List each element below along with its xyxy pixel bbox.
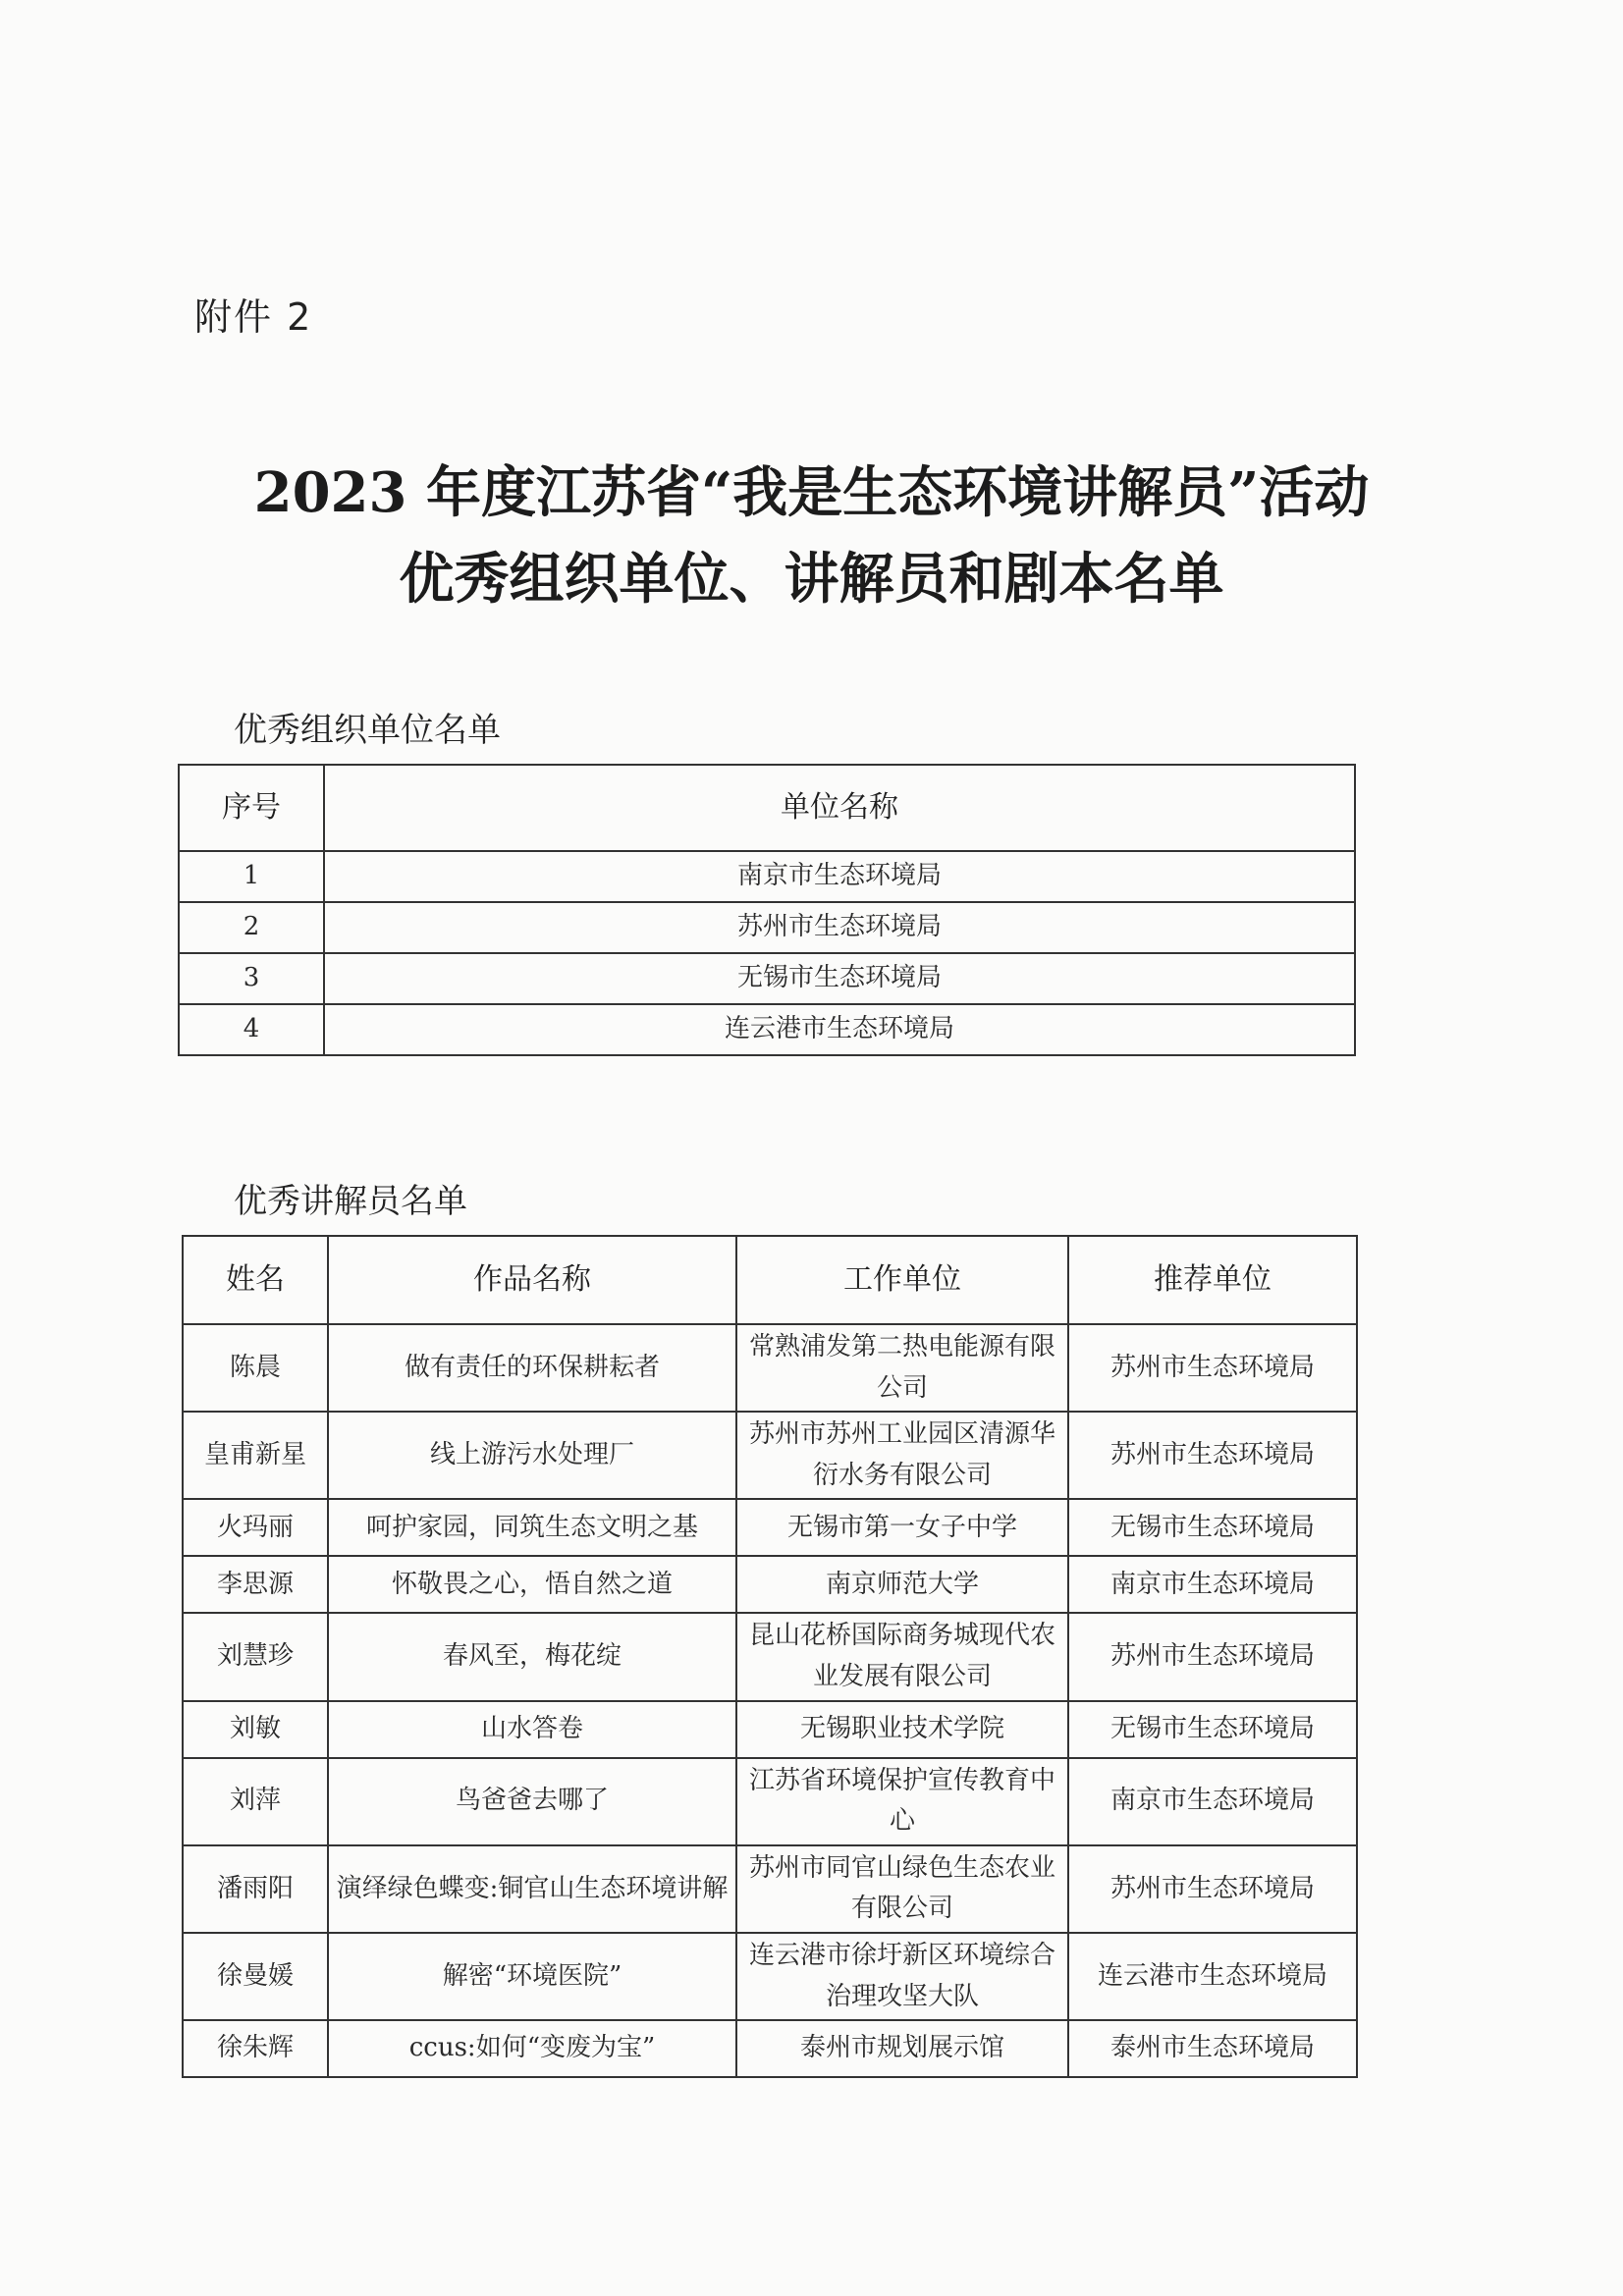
- org-cell-no: 1: [179, 851, 324, 902]
- speaker-cell-recommender: 南京市生态环境局: [1068, 1556, 1357, 1613]
- org-cell-no: 3: [179, 953, 324, 1004]
- speaker-cell-recommender: 连云港市生态环境局: [1068, 1933, 1357, 2020]
- org-table: [178, 764, 1356, 1056]
- speaker-cell-name: 刘萍: [183, 1758, 328, 1845]
- speaker-cell-work: 春风至，梅花绽: [328, 1613, 736, 1700]
- speaker-cell-employer: 无锡市第一女子中学: [736, 1499, 1068, 1556]
- speaker-cell-name: 李思源: [183, 1556, 328, 1613]
- speaker-cell-employer: 昆山花桥国际商务城现代农业发展有限公司: [736, 1613, 1068, 1700]
- speaker-cell-work: 山水答卷: [328, 1701, 736, 1758]
- speaker-cell-work: 线上游污水处理厂: [328, 1412, 736, 1499]
- speaker-cell-name: 潘雨阳: [183, 1845, 328, 1933]
- speaker-cell-employer: 苏州市同官山绿色生态农业有限公司: [736, 1845, 1068, 1933]
- table-row: [183, 1324, 1357, 1412]
- speaker-cell-name: 徐朱辉: [183, 2020, 328, 2077]
- table-row: [183, 1933, 1357, 2020]
- speaker-cell-work: 做有责任的环保耕耘者: [328, 1324, 736, 1412]
- speaker-col-header-recommender: 推荐单位: [1068, 1236, 1357, 1324]
- table-row: [183, 1758, 1357, 1845]
- org-table-header-row: [179, 765, 1355, 851]
- table-row: [179, 902, 1355, 953]
- table-row: [183, 1556, 1357, 1613]
- org-cell-no: 2: [179, 902, 324, 953]
- speaker-col-header-employer: 工作单位: [736, 1236, 1068, 1324]
- document-title-line-2: 优秀组织单位、讲解员和剧本名单: [399, 547, 1224, 612]
- speaker-cell-name: 徐曼媛: [183, 1933, 328, 2020]
- speaker-cell-employer: 江苏省环境保护宣传教育中心: [736, 1758, 1068, 1845]
- speaker-cell-employer: 无锡职业技术学院: [736, 1701, 1068, 1758]
- table-row: [183, 1701, 1357, 1758]
- org-cell-no: 4: [179, 1004, 324, 1055]
- speaker-cell-employer: 南京师范大学: [736, 1556, 1068, 1613]
- document-title-line-1: 2023 年度江苏省“我是生态环境讲解员”活动: [253, 460, 1370, 525]
- speaker-col-header-name: 姓名: [183, 1236, 328, 1324]
- table-row: [183, 2020, 1357, 2077]
- speaker-cell-recommender: 苏州市生态环境局: [1068, 1324, 1357, 1412]
- table-row: [183, 1412, 1357, 1499]
- speaker-cell-work: 怀敬畏之心，悟自然之道: [328, 1556, 736, 1613]
- speaker-cell-name: 皇甫新星: [183, 1412, 328, 1499]
- speaker-cell-recommender: 苏州市生态环境局: [1068, 1613, 1357, 1700]
- org-section-heading: 优秀组织单位名单: [234, 711, 501, 750]
- speaker-cell-employer: 泰州市规划展示馆: [736, 2020, 1068, 2077]
- table-row: [179, 953, 1355, 1004]
- speaker-cell-employer: 常熟浦发第二热电能源有限公司: [736, 1324, 1068, 1412]
- org-col-header-name: 单位名称: [324, 765, 1355, 851]
- speaker-cell-recommender: 无锡市生态环境局: [1068, 1499, 1357, 1556]
- org-cell-name: 连云港市生态环境局: [324, 1004, 1355, 1055]
- org-cell-name: 苏州市生态环境局: [324, 902, 1355, 953]
- speaker-cell-recommender: 苏州市生态环境局: [1068, 1412, 1357, 1499]
- table-row: [179, 851, 1355, 902]
- speaker-cell-name: 刘慧珍: [183, 1613, 328, 1700]
- speaker-cell-name: 火玛丽: [183, 1499, 328, 1556]
- table-row: [183, 1499, 1357, 1556]
- speaker-cell-employer: 连云港市徐圩新区环境综合治理攻坚大队: [736, 1933, 1068, 2020]
- speaker-cell-name: 刘敏: [183, 1701, 328, 1758]
- attachment-label: 附件 2: [194, 295, 313, 339]
- org-cell-name: 南京市生态环境局: [324, 851, 1355, 902]
- speaker-cell-recommender: 无锡市生态环境局: [1068, 1701, 1357, 1758]
- speaker-col-header-work: 作品名称: [328, 1236, 736, 1324]
- speaker-cell-work: 鸟爸爸去哪了: [328, 1758, 736, 1845]
- speaker-cell-work: 呵护家园，同筑生态文明之基: [328, 1499, 736, 1556]
- speaker-section-heading: 优秀讲解员名单: [234, 1182, 467, 1221]
- speaker-cell-recommender: 苏州市生态环境局: [1068, 1845, 1357, 1933]
- speaker-cell-employer: 苏州市苏州工业园区清源华衍水务有限公司: [736, 1412, 1068, 1499]
- table-row: [179, 1004, 1355, 1055]
- speaker-table-header-row: [183, 1236, 1357, 1324]
- table-row: [183, 1613, 1357, 1700]
- speaker-cell-name: 陈晨: [183, 1324, 328, 1412]
- org-cell-name: 无锡市生态环境局: [324, 953, 1355, 1004]
- speaker-cell-recommender: 南京市生态环境局: [1068, 1758, 1357, 1845]
- org-col-header-no: 序号: [179, 765, 324, 851]
- speaker-cell-recommender: 泰州市生态环境局: [1068, 2020, 1357, 2077]
- speaker-cell-work: ccus:如何“变废为宝”: [328, 2020, 736, 2077]
- speaker-cell-work: 演绎绿色蝶变:铜官山生态环境讲解: [328, 1845, 736, 1933]
- speaker-table: [182, 1235, 1358, 2078]
- table-row: [183, 1845, 1357, 1933]
- speaker-cell-work: 解密“环境医院”: [328, 1933, 736, 2020]
